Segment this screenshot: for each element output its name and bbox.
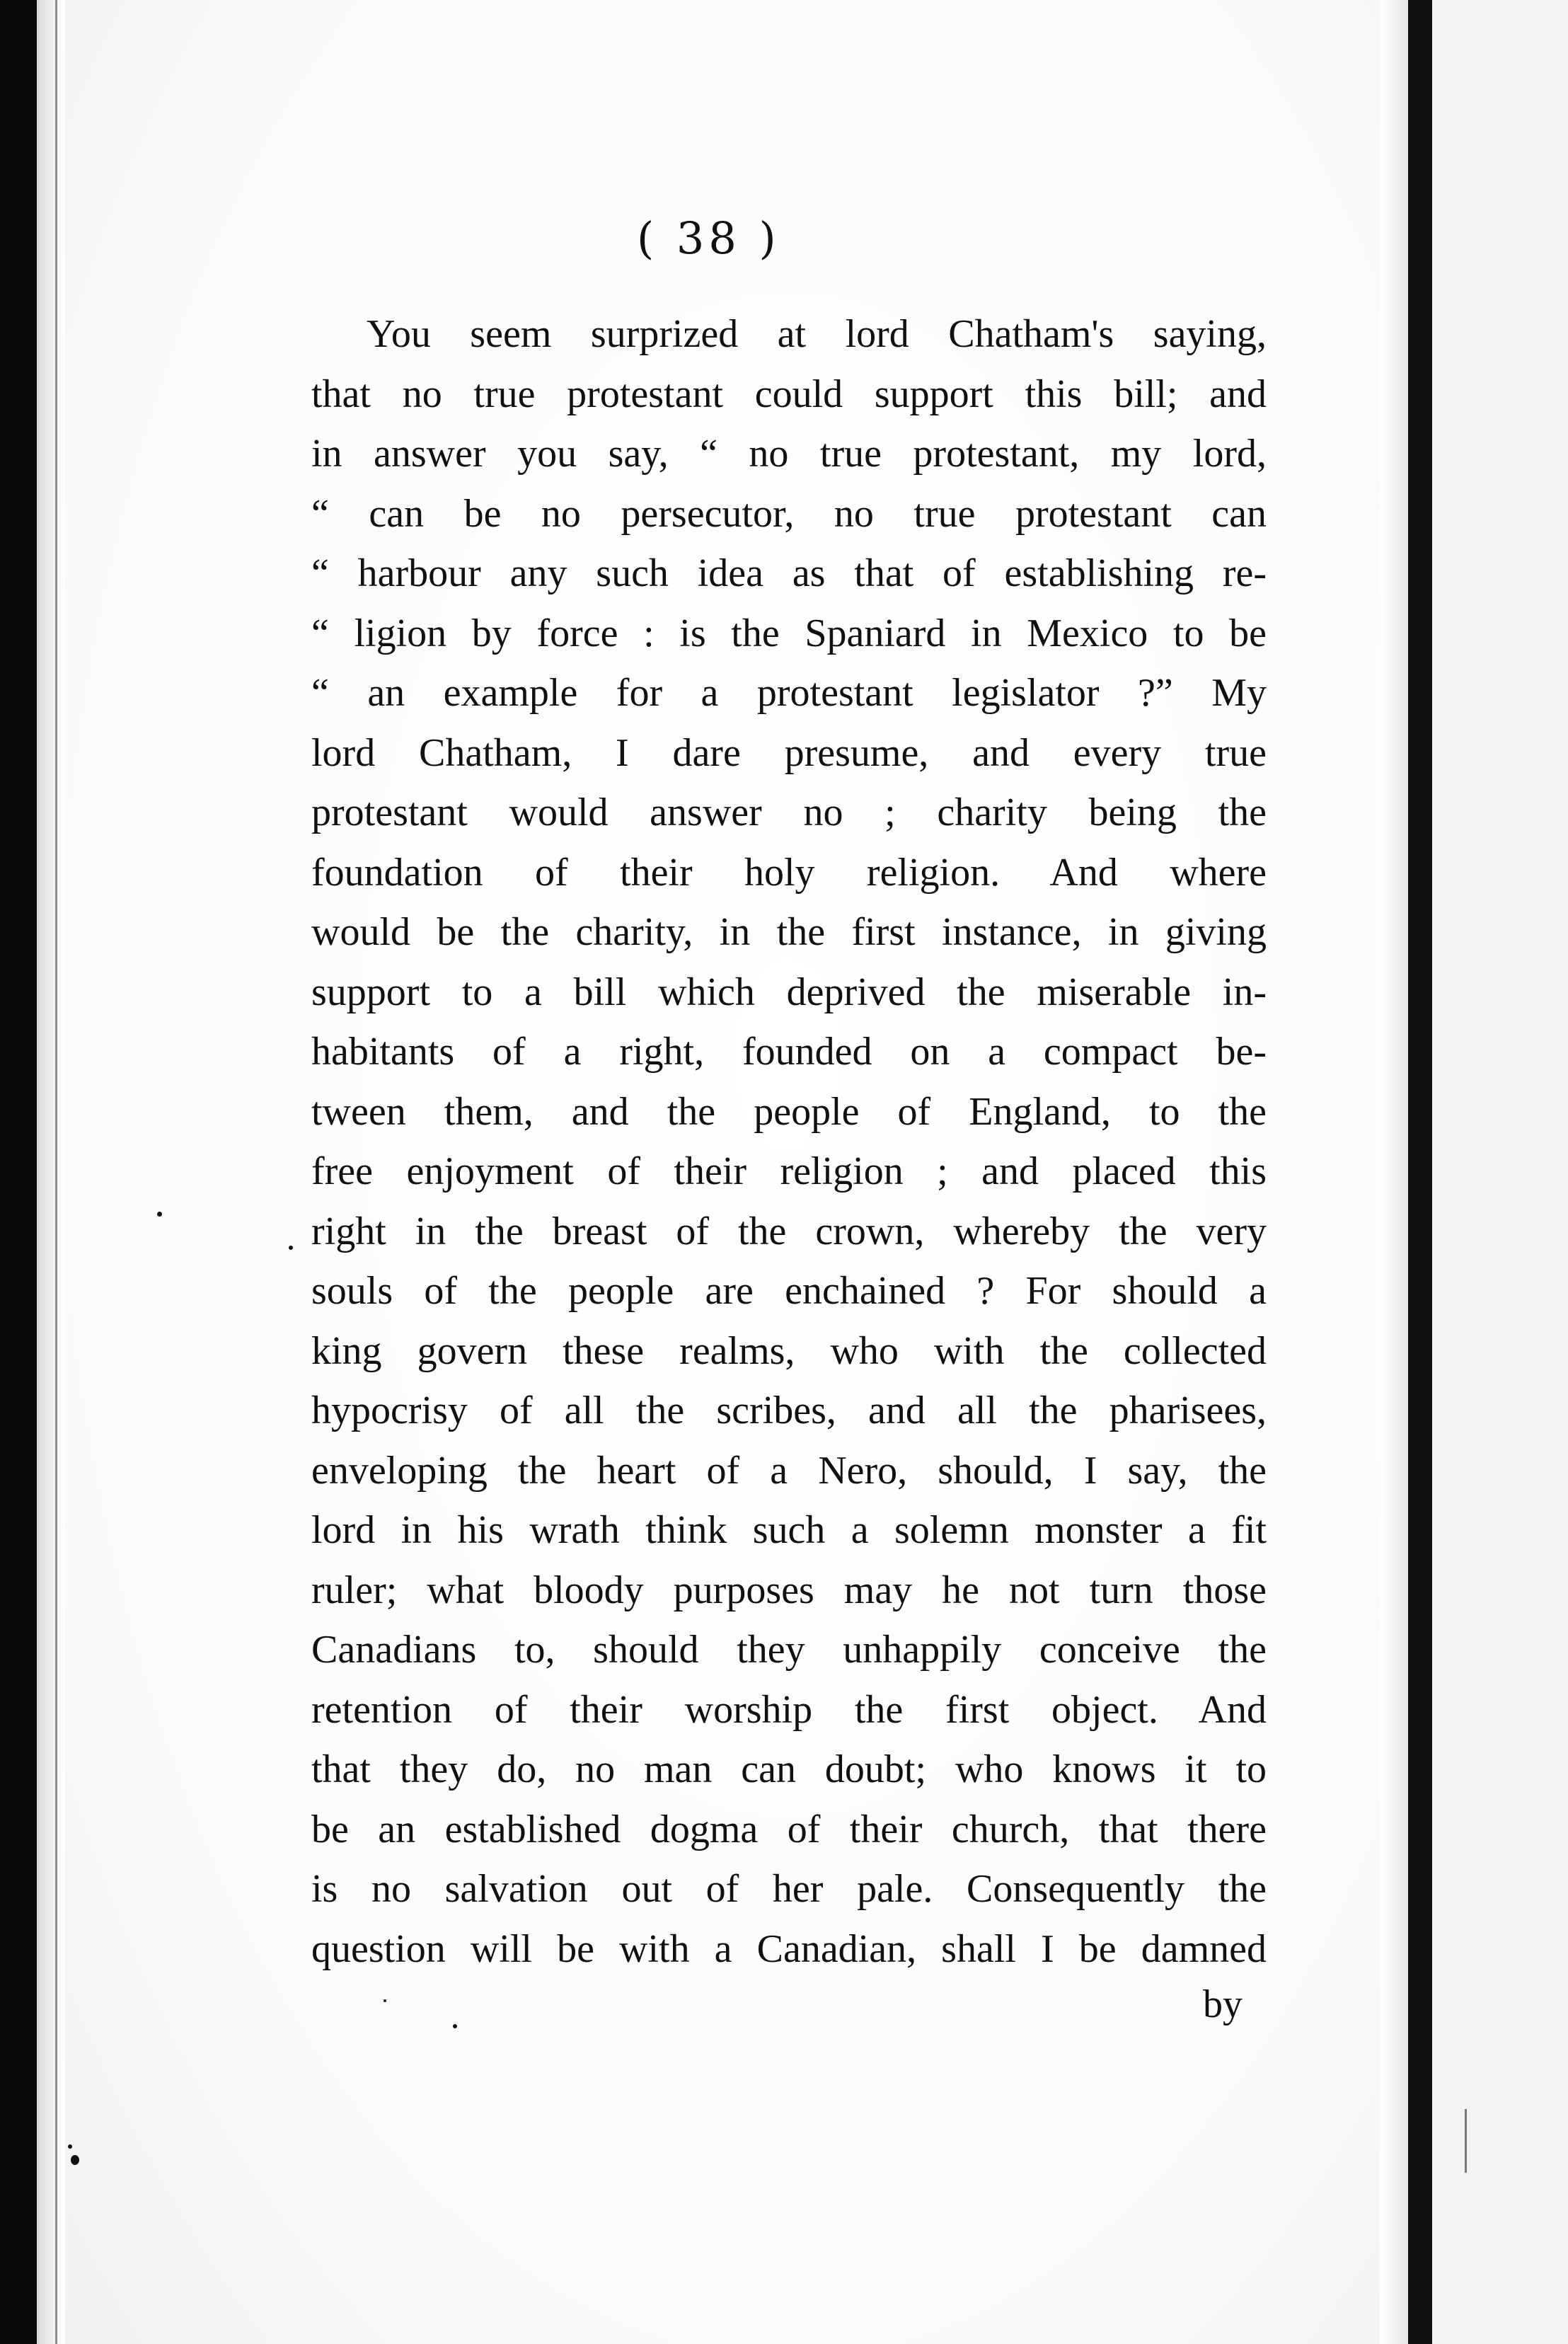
speck-mark: [71, 2155, 79, 2165]
text-line: “ an example for a protestant legislator ?” My: [311, 671, 1267, 715]
speck-mark: [68, 2144, 72, 2149]
text-line: foundation of their holy religion. And where: [311, 850, 1267, 895]
binding-gutter: [0, 0, 37, 2344]
text-line: lord in his wrath think such a solemn monster a fit: [311, 1508, 1267, 1552]
text-line: that no true protestant could support this bill; and: [311, 372, 1267, 416]
text-line: question will be with a Canadian, shall I be damned: [311, 1926, 1267, 1971]
page-edge-shadow: [1380, 0, 1408, 2344]
page-number: ( 38 ): [637, 212, 780, 264]
text-line: is no salvation out of her pale. Consequently the: [311, 1867, 1267, 1911]
margin-mark: [1412, 980, 1417, 1011]
text-line: free enjoyment of their religion ; and placed this: [311, 1149, 1267, 1193]
text-line: protestant would answer no ; charity being the: [311, 791, 1267, 834]
text-line: king govern these realms, who with the collected: [311, 1328, 1267, 1373]
text-line: ruler; what bloody purposes may he not turn those: [311, 1568, 1267, 1612]
text-line: Canadians to, should they unhappily conceive the: [311, 1628, 1267, 1672]
text-line: would be the charity, in the first instance, in giving: [311, 910, 1267, 954]
text-line: retention of their worship the first object. And: [311, 1687, 1267, 1732]
speck-mark: [157, 1212, 162, 1217]
text-line: “ can be no persecutor, no true protestant can: [311, 491, 1267, 536]
facing-page: [1432, 0, 1568, 2344]
text-line: in answer you say, “ no true protestant, my lord,: [311, 432, 1267, 476]
margin-mark: [1410, 1550, 1413, 1578]
text-line: You seem surprized at lord Chatham's saying,: [367, 312, 1267, 356]
text-line: lord Chatham, I dare presume, and every true: [311, 730, 1267, 775]
text-line: “ harbour any such idea as that of establishing re-: [311, 551, 1267, 595]
facing-page-mark: [1465, 2109, 1467, 2173]
text-line: support to a bill which deprived the miserable in-: [311, 970, 1267, 1014]
text-line: habitants of a right, founded on a compact be-: [311, 1030, 1267, 1074]
speck-mark: [384, 1999, 386, 2002]
text-line: tween them, and the people of England, to the: [311, 1089, 1267, 1134]
margin-mark: [1410, 517, 1413, 545]
page-edge: [1408, 0, 1432, 2344]
text-line: “ ligion by force : is the Spaniard in Mexico to be: [311, 611, 1267, 655]
body-text: [311, 304, 1267, 1979]
text-line: that they do, no man can doubt; who knows it to: [311, 1747, 1267, 1791]
text-line: enveloping the heart of a Nero, should, I say, the: [311, 1448, 1267, 1493]
text-line: hypocrisy of all the scribes, and all the pharisees,: [311, 1389, 1267, 1432]
catchword: by: [1203, 1982, 1243, 2026]
speck-mark: [453, 2024, 457, 2028]
binding-shadow: [37, 0, 65, 2344]
text-line: be an established dogma of their church, that there: [311, 1807, 1267, 1851]
binding-line: [55, 0, 57, 2344]
speck-mark: [289, 1246, 293, 1250]
text-line: souls of the people are enchained ? For should a: [311, 1269, 1267, 1313]
text-line: right in the breast of the crown, whereby the very: [311, 1209, 1267, 1253]
